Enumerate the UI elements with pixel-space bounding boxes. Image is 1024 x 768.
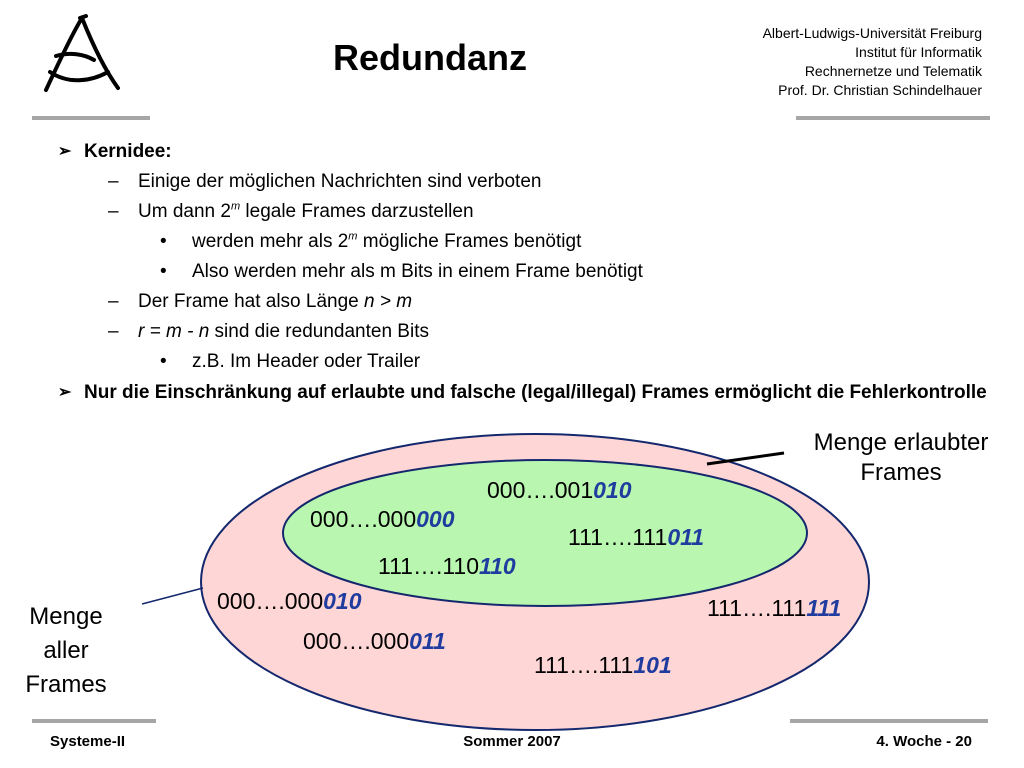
footer-page-number: 4. Woche - 20 (876, 733, 972, 750)
arrow-bullet-icon: ➢ (58, 143, 72, 160)
legal-frame-code: 111….110110 (378, 553, 516, 579)
illegal-frame-code: 111….111101 (534, 652, 672, 678)
list-item: • z.B. Im Header oder Trailer (58, 347, 998, 377)
footer-semester: Sommer 2007 (463, 733, 561, 750)
legal-frame-code: 111….111011 (568, 524, 704, 550)
list-item: – Einige der möglichen Nachrichten sind verboten (58, 167, 998, 197)
legal-frame-code: 000….001010 (487, 477, 632, 503)
list-item: – Um dann 2$^m$ legale Frames darzustellen (58, 197, 998, 227)
institution-professor: Prof. Dr. Christian Schindelhauer (778, 82, 982, 98)
dash-bullet-icon: – (108, 201, 119, 222)
footer-course: Systeme-II (50, 733, 126, 750)
institution-department: Institut für Informatik (855, 44, 982, 60)
dash-bullet-icon: – (108, 171, 119, 192)
illegal-frame-code: 000….000011 (303, 628, 446, 654)
dot-bullet-icon: • (160, 261, 167, 282)
page-title: Redundanz (333, 37, 527, 78)
footer-rule-right (790, 719, 988, 723)
institution-chair: Rechnernetze und Telematik (804, 63, 982, 79)
dot-bullet-icon: • (160, 351, 167, 372)
footer-rule-left (32, 719, 156, 723)
list-item: – r = m - n sind die redundanten Bits (58, 317, 998, 347)
dash-bullet-icon: – (108, 321, 119, 342)
list-item: – Der Frame hat also Länge n > m (58, 287, 998, 317)
all-label-leader (142, 588, 203, 604)
dash-bullet-icon: – (108, 291, 119, 312)
list-item: • werden mehr als 2$^m$ mögliche Frames benötigt (58, 227, 998, 257)
arrow-bullet-icon: ➢ (58, 384, 72, 401)
kernidee-label: Kernidee: (84, 141, 172, 162)
institution-university: Albert-Ludwigs-Universität Freiburg (762, 25, 982, 41)
illegal-frame-code: 000….000010 (217, 588, 362, 614)
all-frames-label: Menge aller Frames (25, 603, 107, 698)
illegal-frame-code: 111….111111 (707, 595, 842, 621)
list-item: • Also werden mehr als m Bits in einem Frame benötigt (58, 257, 998, 287)
legal-frames-label: Menge erlaubter Frames (813, 429, 989, 486)
dot-bullet-icon: • (160, 231, 167, 252)
legal-frame-code: 000….000000 (310, 506, 455, 532)
bullet-fehlerkontrolle: ➢ Nur die Einschränkung auf erlaubte und falsche (legal/illegal) Frames ermöglicht die Fehlerkontrolle (58, 382, 987, 403)
